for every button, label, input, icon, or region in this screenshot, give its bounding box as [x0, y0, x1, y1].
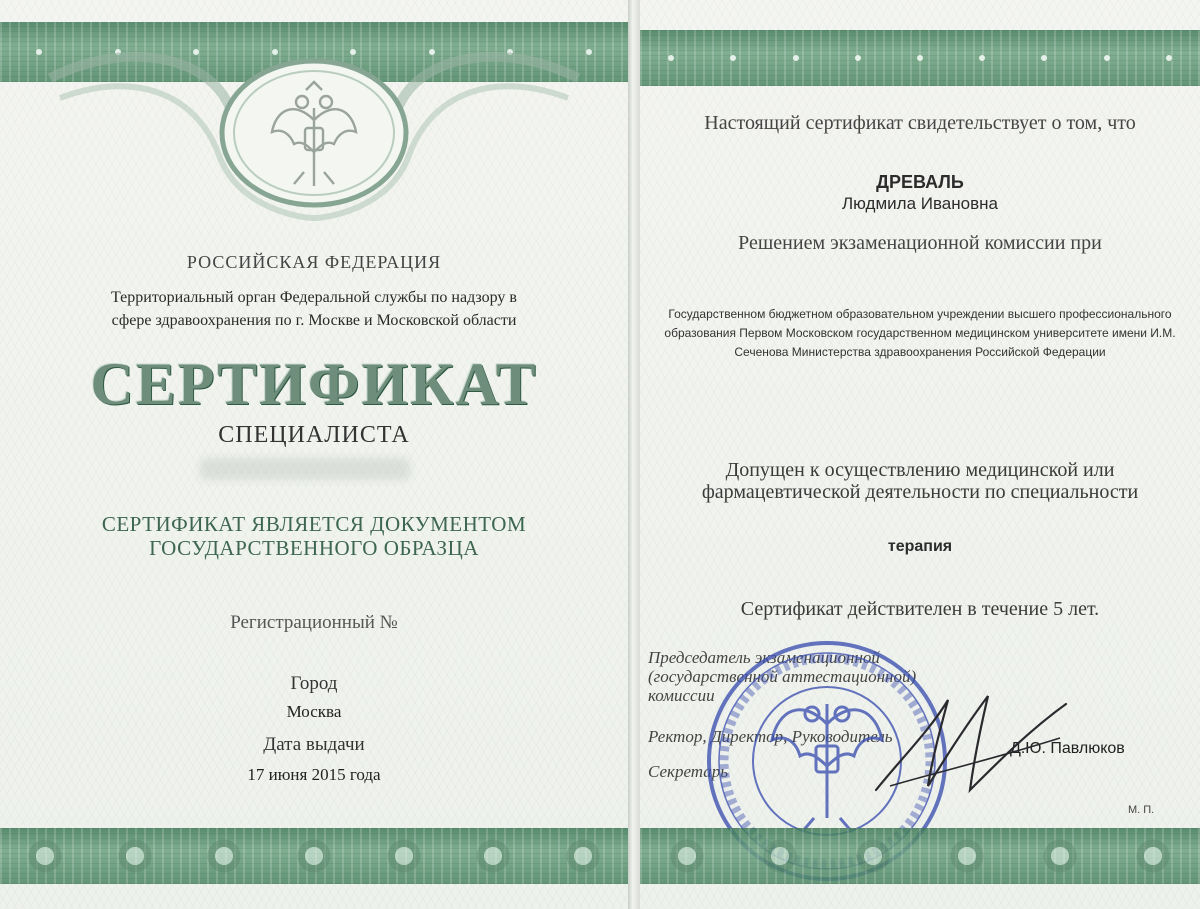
rector-label: Ректор, Директор, Руководитель [648, 727, 893, 746]
registration-number-label: Регистрационный № [230, 612, 398, 633]
commission-chair-label: Председатель экзаменационной (государственной аттестационной) комиссии [648, 648, 917, 705]
decision-text: Решением экзаменационной комиссии при [738, 232, 1102, 254]
issue-date-label: Дата выдачи [263, 734, 365, 755]
issue-date-value: 17 июня 2015 года [247, 765, 381, 784]
blurred-field [200, 458, 410, 480]
certificate-subtitle: СПЕЦИАЛИСТА [218, 422, 410, 448]
certificate-title: СЕРТИФИКАТ [90, 351, 538, 417]
validity-text: Сертификат действителен в течение 5 лет. [740, 598, 1100, 620]
handwritten-signature [870, 690, 1070, 800]
seal-place-mark: М. П. [1128, 804, 1155, 816]
bottom-ornament-band [0, 828, 628, 884]
admission-text: Допущен к осуществлению медицинской или фармацевтической деятельности по специальности [701, 459, 1139, 503]
page-fold [628, 0, 640, 909]
gov-document-notice: СЕРТИФИКАТ ЯВЛЯЕТСЯ ДОКУМЕНТОМ ГОСУДАРСТВЕННОГО ОБРАЗЦА [101, 512, 527, 560]
country-name: РОССИЙСКАЯ ФЕДЕРАЦИЯ [186, 252, 442, 272]
double-headed-eagle-emblem-icon [264, 80, 364, 190]
certificate-inner-page [640, 0, 1200, 909]
holder-given-names: Людмила Ивановна [842, 194, 998, 213]
speciality-value: терапия [887, 538, 953, 555]
secretary-label: Секретарь [648, 762, 728, 781]
holder-surname: ДРЕВАЛЬ [876, 172, 964, 192]
emblem-frame [40, 38, 588, 238]
institution-name: Государственном бюджетном образовательном учреждении высшего профессионального образования Первом Московском государственном медицинском университете имени И.М. Сеченова Министерства здравоохранения Российской Федерации [664, 307, 1176, 359]
city-value: Москва [286, 702, 342, 721]
city-label: Город [290, 673, 338, 694]
intro-text: Настоящий сертификат свидетельствует о том, что [704, 112, 1136, 134]
top-ornament-band [640, 30, 1200, 86]
issuing-authority: Территориальный орган Федеральной службы по надзору в сфере здравоохранения по г. Москве и Московской области [111, 289, 517, 329]
bottom-ornament-band [640, 828, 1200, 884]
rector-name: Д.Ю. Павлюков [1010, 740, 1125, 757]
